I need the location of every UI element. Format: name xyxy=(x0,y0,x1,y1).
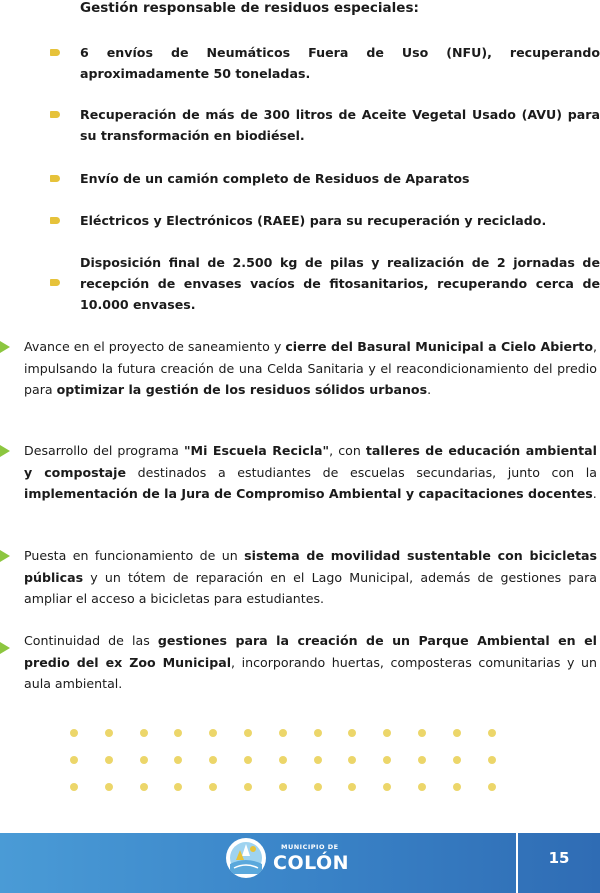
dot xyxy=(174,756,182,764)
decorative-dots xyxy=(70,729,500,799)
dot xyxy=(105,729,113,737)
emphasis-text: sistema de movilidad sustentable con bicicletas públicas xyxy=(24,548,598,585)
dot xyxy=(418,729,426,737)
logo-text-big: COLÓN xyxy=(273,852,350,874)
emphasis-text: cierre del Basural Municipal a Cielo Abierto xyxy=(285,339,593,354)
dot xyxy=(140,729,148,737)
body-text: , incorporando huertas, composteras comunitarias y un aula ambiental. xyxy=(24,654,597,691)
dot xyxy=(279,729,287,737)
emphasis-text: optimizar la gestión de los residuos sólidos urbanos xyxy=(56,382,428,397)
sub-item-text: Eléctricos y Electrónicos (RAEE) para su recuperación y reciclado. xyxy=(80,213,547,228)
yellow-tab-icon xyxy=(50,217,60,224)
body-text: . xyxy=(592,486,597,501)
green-triangle-icon xyxy=(0,445,10,457)
body-text: . xyxy=(427,382,432,397)
dot xyxy=(488,783,496,791)
dot xyxy=(314,783,322,791)
dot xyxy=(348,783,356,791)
main-item-text xyxy=(24,336,597,401)
dot xyxy=(453,783,461,791)
main-item-text xyxy=(24,630,597,695)
body-text: destinados a estudiantes de escuelas secundarias, junto con la xyxy=(126,464,597,480)
emphasis-text: talleres de educación ambiental y compostaje xyxy=(24,443,597,480)
yellow-tab-icon xyxy=(50,279,60,286)
dot xyxy=(453,756,461,764)
dot xyxy=(383,783,391,791)
green-triangle-icon xyxy=(0,550,10,562)
yellow-tab-icon xyxy=(50,175,60,182)
dot xyxy=(105,783,113,791)
dot xyxy=(70,729,78,737)
dot xyxy=(488,756,496,764)
dot xyxy=(174,783,182,791)
dot xyxy=(453,729,461,737)
dot xyxy=(348,756,356,764)
main-item-text xyxy=(24,545,597,610)
dot xyxy=(209,729,217,737)
dot xyxy=(418,756,426,764)
sub-item-text: 6 envíos de Neumáticos Fuera de Uso (NFU), recuperando aproximadamente 50 toneladas. xyxy=(80,45,600,81)
yellow-tab-icon xyxy=(50,49,60,56)
body-text: Continuidad de las xyxy=(24,633,158,648)
main-item-text xyxy=(24,440,597,505)
green-triangle-icon xyxy=(0,341,10,353)
dot xyxy=(383,729,391,737)
dot xyxy=(244,783,252,791)
green-triangle-icon xyxy=(0,642,10,654)
body-text: Puesta en funcionamiento de un xyxy=(24,548,245,563)
footer-bar xyxy=(0,833,600,893)
body-text: y un tótem de reparación en el Lago Municipal, además de gestiones para ampliar el acceso a bicicletas para estudiantes. xyxy=(24,569,597,606)
body-text: , impulsando la futura creación de una Celda Sanitaria y el reacondicionamiento del predio para xyxy=(24,339,597,397)
dot xyxy=(70,756,78,764)
colon-emblem-icon xyxy=(226,838,266,878)
dot xyxy=(383,756,391,764)
dot xyxy=(140,756,148,764)
emphasis-text: implementación de la Jura de Compromiso Ambiental y capacitaciones docentes xyxy=(24,486,593,501)
dot xyxy=(314,729,322,737)
dot xyxy=(70,783,78,791)
dot xyxy=(279,783,287,791)
dot xyxy=(140,783,148,791)
sub-item-text: Envío de un camión completo de Residuos de Aparatos xyxy=(80,171,470,186)
page-number: 15 xyxy=(548,849,570,867)
body-text: , con xyxy=(329,443,366,458)
section-title: Gestión responsable de residuos especiales: xyxy=(80,0,419,16)
sub-item-text: Disposición final de 2.500 kg de pilas y realización de 2 jornadas de recepción de envases vacíos de fitosanitarios, recuperando cerca de 10.000 envases. xyxy=(80,255,600,312)
emphasis-text: "Mi Escuela Recicla" xyxy=(183,443,330,458)
dot xyxy=(209,783,217,791)
logo-text-small: MUNICIPIO DE xyxy=(281,843,339,851)
emphasis-text: gestiones para la creación de un Parque Ambiental en el predio del ex Zoo Municipal xyxy=(24,633,597,670)
body-text: Desarrollo del programa xyxy=(24,443,184,458)
dot xyxy=(244,729,252,737)
dot xyxy=(348,729,356,737)
dot xyxy=(244,756,252,764)
dot xyxy=(488,729,496,737)
sub-item-text: Recuperación de más de 300 litros de Aceite Vegetal Usado (AVU) para su transformación en biodiésel. xyxy=(80,107,600,143)
dot xyxy=(209,756,217,764)
dot xyxy=(174,729,182,737)
dot xyxy=(418,783,426,791)
dot xyxy=(105,756,113,764)
yellow-tab-icon xyxy=(50,111,60,118)
body-text: Avance en el proyecto de saneamiento y xyxy=(24,339,286,354)
dot xyxy=(314,756,322,764)
dot xyxy=(279,756,287,764)
